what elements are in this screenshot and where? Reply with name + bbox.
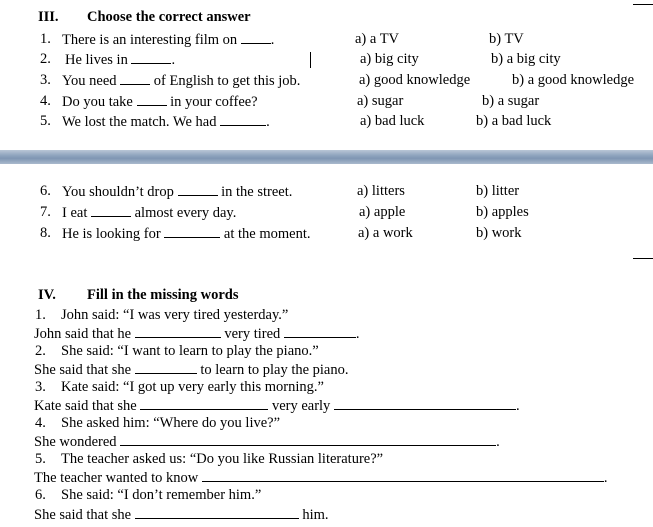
question-number: 6. [40, 183, 51, 199]
option-b[interactable]: b) a bad luck [476, 113, 552, 129]
question-number: 8. [40, 225, 51, 241]
section-3-numeral: III. [38, 9, 59, 25]
option-a[interactable]: a) litters [357, 183, 405, 199]
answer-blank[interactable] [164, 225, 220, 238]
question-number: 7. [40, 204, 51, 220]
question-text: We lost the match. We had . [62, 114, 270, 130]
option-b[interactable]: b) work [476, 225, 522, 241]
option-b[interactable]: b) a good knowledge [512, 72, 635, 88]
option-a[interactable]: a) a TV [355, 31, 400, 47]
answer-blank[interactable] [135, 361, 197, 374]
answer-blank[interactable] [135, 506, 299, 519]
answer-blank[interactable] [241, 31, 271, 44]
answer-blank[interactable] [334, 397, 516, 410]
option-b[interactable]: b) a big city [491, 51, 561, 67]
question-number: 3. [40, 72, 51, 88]
answer-blank[interactable] [220, 113, 266, 126]
option-a[interactable]: a) big city [360, 51, 419, 67]
item-answer-line: She said that she to learn to play the piano. [34, 362, 349, 378]
item-number: 6. [35, 487, 46, 503]
item-number: 2. [35, 343, 46, 359]
item-number: 3. [35, 379, 46, 395]
item-number: 5. [35, 451, 46, 467]
item-prompt: She said: “I don’t remember him.” [61, 487, 262, 503]
item-answer-line: The teacher wanted to know . [34, 470, 608, 486]
question-text: You need of English to get this job. [62, 73, 301, 89]
item-prompt: John said: “I was very tired yesterday.” [61, 307, 289, 323]
item-prompt: She said: “I want to learn to play the piano.” [61, 343, 319, 359]
option-b[interactable]: b) litter [476, 183, 520, 199]
section-4-numeral: IV. [38, 287, 56, 303]
answer-blank[interactable] [137, 93, 167, 106]
option-a[interactable]: a) bad luck [360, 113, 425, 129]
question-number: 2. [40, 51, 51, 67]
answer-blank[interactable] [202, 469, 604, 482]
item-answer-line: John said that he very tired . [34, 326, 360, 342]
section-4-title: Fill in the missing words [87, 287, 239, 303]
option-b[interactable]: b) TV [489, 31, 524, 47]
question-text: He lives in . [65, 52, 176, 68]
option-a[interactable]: a) a work [358, 225, 413, 241]
item-prompt: The teacher asked us: “Do you like Russian literature?” [61, 451, 384, 467]
answer-blank[interactable] [178, 183, 218, 196]
question-number: 1. [40, 31, 51, 47]
item-answer-line: She wondered . [34, 434, 500, 450]
text-cursor [310, 52, 311, 68]
section-3-title: Choose the correct answer [87, 9, 251, 25]
answer-blank[interactable] [284, 325, 356, 338]
page-separator [0, 150, 653, 164]
question-text: You shouldn’t drop in the street. [62, 184, 293, 200]
question-text: There is an interesting film on . [62, 32, 275, 48]
question-text: He is looking for at the moment. [62, 226, 311, 242]
answer-blank[interactable] [91, 204, 131, 217]
top-right-edge-mark [633, 4, 653, 5]
item-answer-line: She said that she him. [34, 507, 329, 523]
option-b[interactable]: b) a sugar [482, 93, 540, 109]
question-text: I eat almost every day. [62, 205, 237, 221]
option-a[interactable]: a) sugar [357, 93, 404, 109]
question-text: Do you take in your coffee? [62, 94, 258, 110]
item-answer-line: Kate said that she very early . [34, 398, 520, 414]
answer-blank[interactable] [120, 72, 150, 85]
question-number: 4. [40, 93, 51, 109]
item-prompt: She asked him: “Where do you live?” [61, 415, 281, 431]
item-prompt: Kate said: “I got up very early this morning.” [61, 379, 324, 395]
answer-blank[interactable] [140, 397, 268, 410]
option-b[interactable]: b) apples [476, 204, 529, 220]
answer-blank[interactable] [135, 325, 221, 338]
right-edge-mark [633, 258, 653, 259]
question-number: 5. [40, 113, 51, 129]
item-number: 4. [35, 415, 46, 431]
option-a[interactable]: a) apple [359, 204, 406, 220]
option-a[interactable]: a) good knowledge [359, 72, 471, 88]
answer-blank[interactable] [131, 51, 171, 64]
item-number: 1. [35, 307, 46, 323]
answer-blank[interactable] [120, 433, 496, 446]
